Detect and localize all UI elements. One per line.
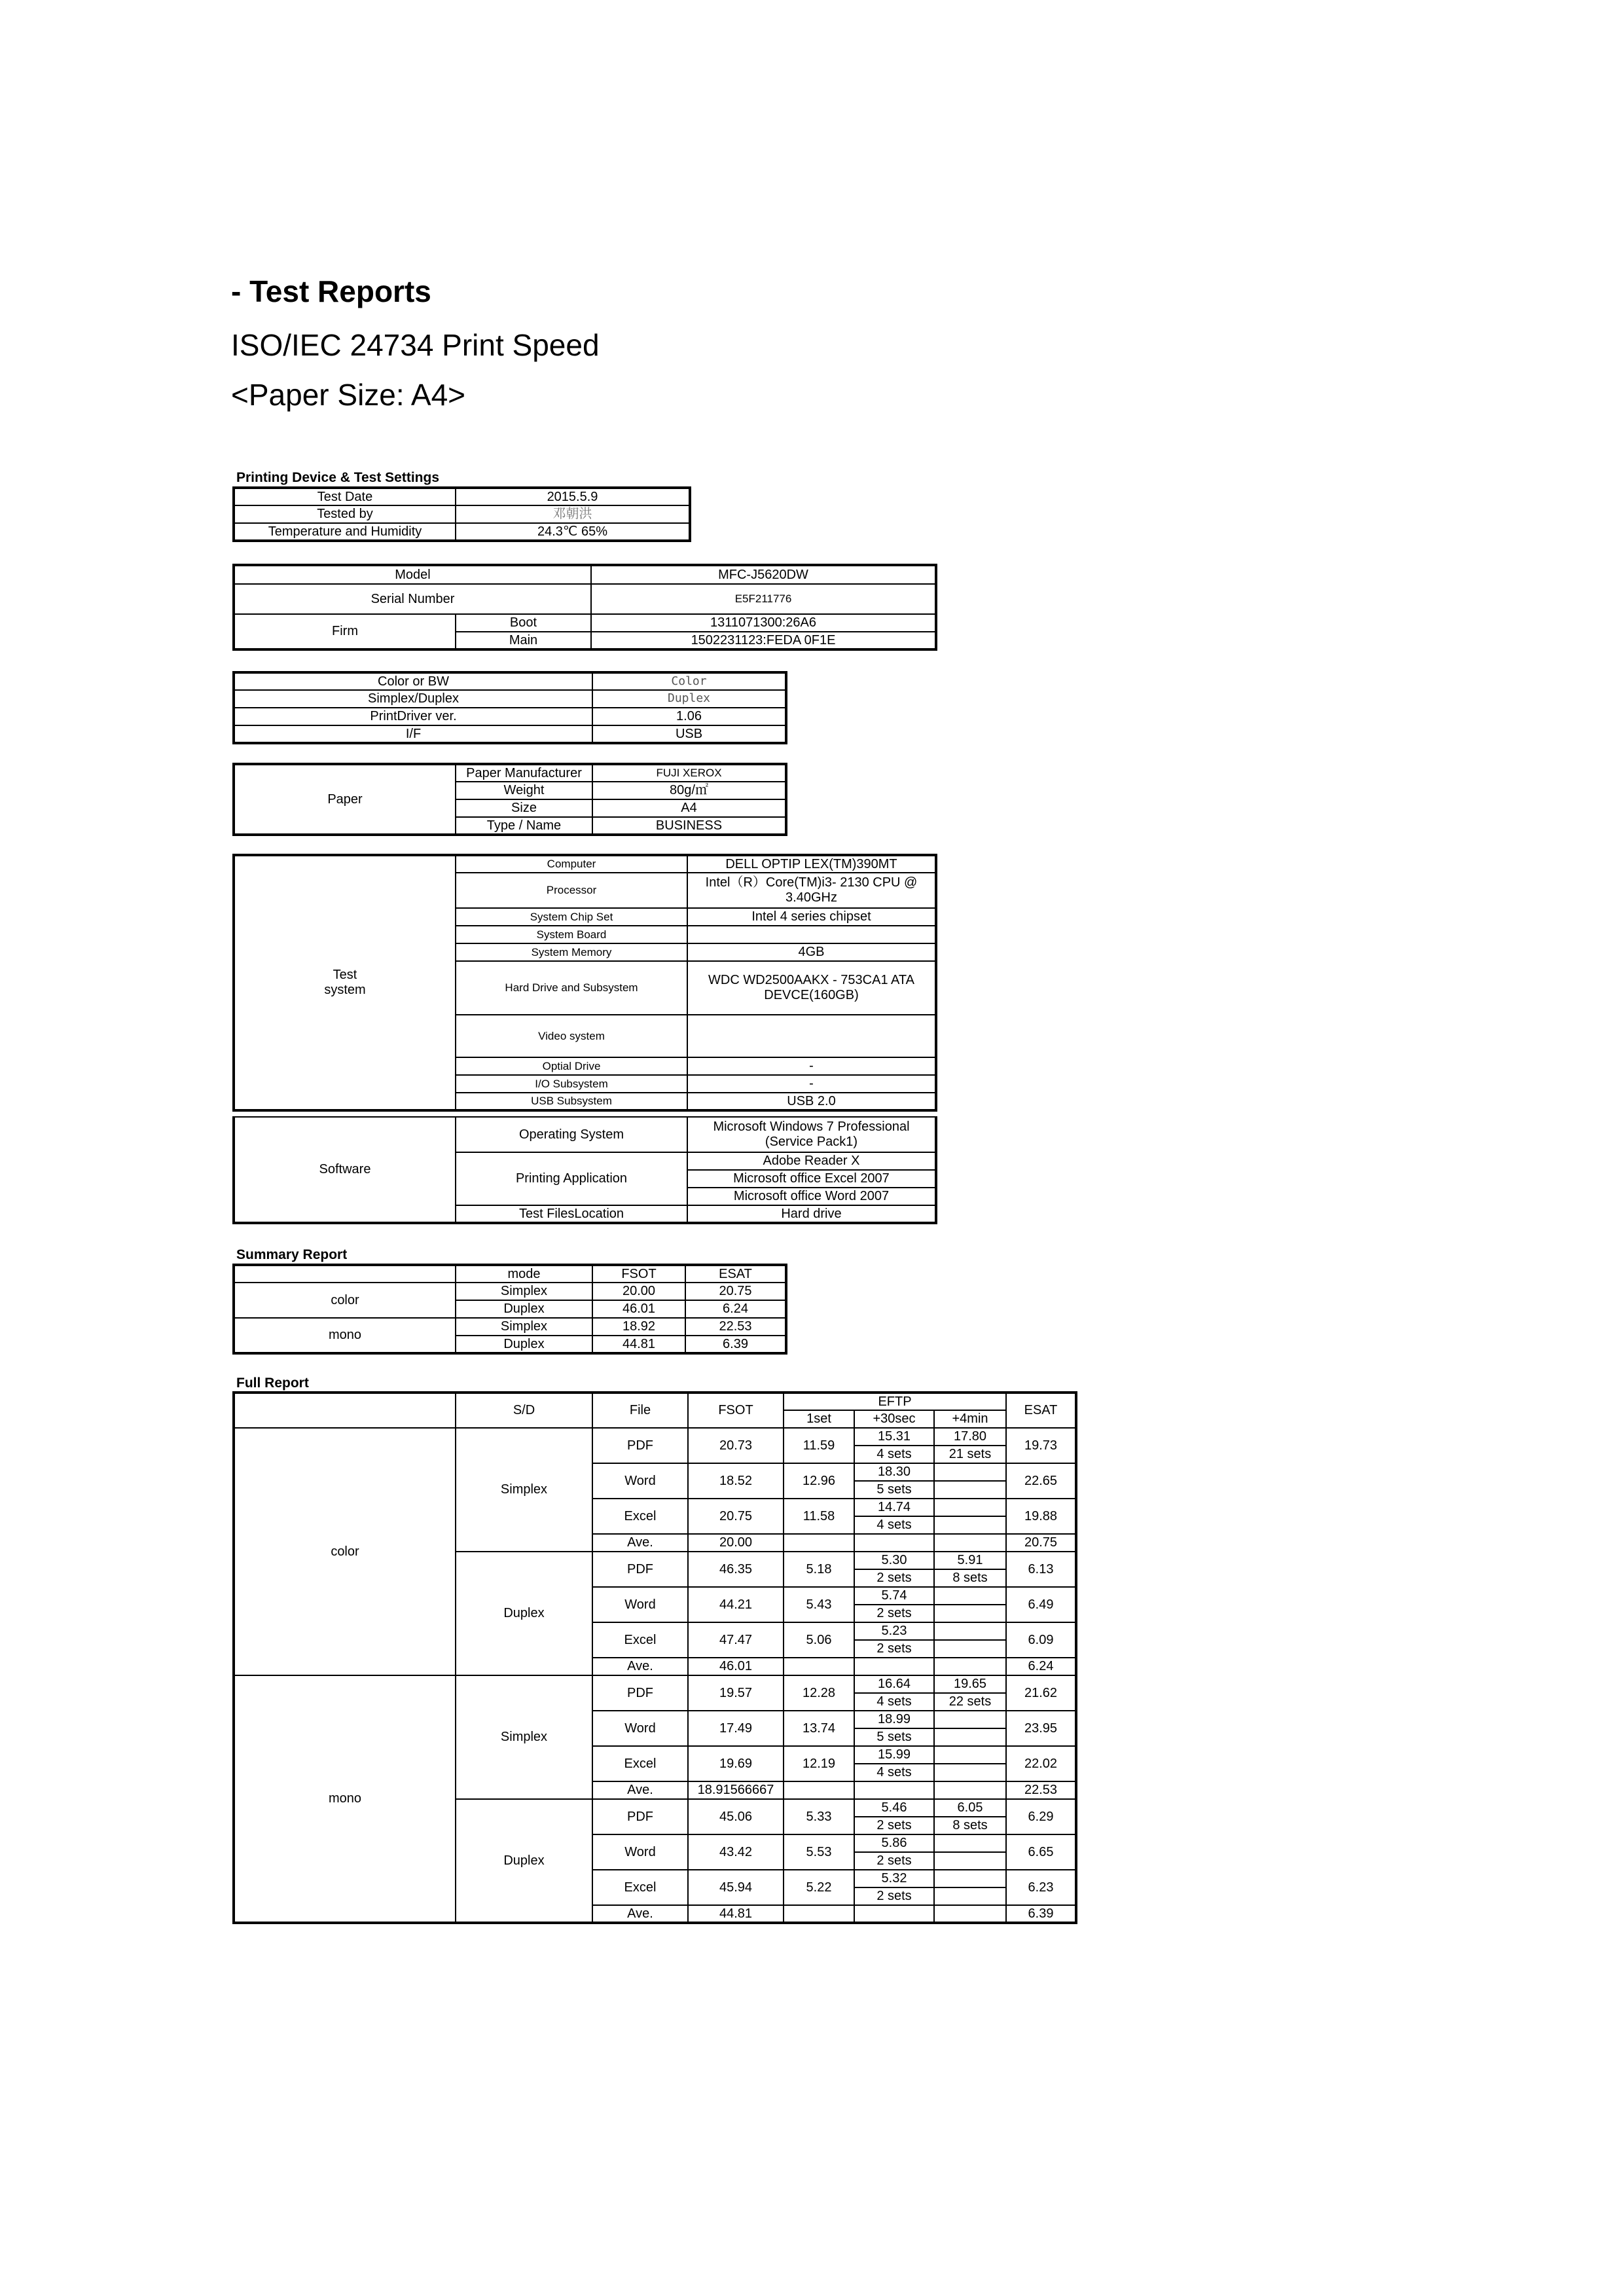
- full-file: Excel: [592, 1499, 688, 1534]
- full-1set: 12.28: [784, 1675, 854, 1711]
- paper-manufacturer-label: Paper Manufacturer: [456, 764, 592, 782]
- summary-fsot: 20.00: [592, 1283, 685, 1300]
- full-file: PDF: [592, 1428, 688, 1463]
- full-file: Word: [592, 1834, 688, 1870]
- boot-value: 1311071300:26A6: [591, 614, 936, 632]
- summary-mode: Duplex: [456, 1336, 592, 1353]
- full-4min: 5.91: [934, 1552, 1006, 1569]
- full-sd-label: Simplex: [456, 1675, 592, 1799]
- full-4min: [934, 1870, 1006, 1887]
- full-4min: [934, 1463, 1006, 1481]
- full-esat: 6.24: [1006, 1658, 1076, 1675]
- full-header-1set: 1set: [784, 1410, 854, 1428]
- full-4min: [934, 1622, 1006, 1640]
- duplex-mode-label: Simplex/Duplex: [234, 690, 592, 708]
- full-corner: [234, 1393, 456, 1428]
- full-1set: 13.74: [784, 1711, 854, 1746]
- test-system-label: Test system: [234, 855, 456, 1110]
- full-file: PDF: [592, 1552, 688, 1587]
- table-row: [234, 1675, 1076, 1693]
- full-esat: 6.23: [1006, 1870, 1076, 1905]
- full-30sec: 15.99: [854, 1746, 934, 1764]
- full-fsot: 18.91566667: [688, 1781, 784, 1799]
- system-board-label: System Board: [456, 926, 687, 943]
- full-30sec-sets: 5 sets: [854, 1481, 934, 1499]
- summary-fsot: 18.92: [592, 1318, 685, 1336]
- full-30sec-sets: 2 sets: [854, 1569, 934, 1587]
- full-fsot: 18.52: [688, 1463, 784, 1499]
- full-sd-label: Duplex: [456, 1552, 592, 1675]
- full-1set: 5.22: [784, 1870, 854, 1905]
- full-1set: [784, 1781, 854, 1799]
- summary-caption: Summary Report: [236, 1247, 348, 1262]
- full-4min: [934, 1834, 1006, 1852]
- full-file: Excel: [592, 1870, 688, 1905]
- summary-esat: 22.53: [685, 1318, 786, 1336]
- summary-table: [232, 1264, 787, 1355]
- test-date-label: Test Date: [234, 488, 456, 505]
- full-30sec: [854, 1534, 934, 1552]
- full-fsot: 19.69: [688, 1746, 784, 1781]
- computer-label: Computer: [456, 855, 687, 873]
- full-4min: [934, 1534, 1006, 1552]
- operating-system-label-2: Operating System: [456, 1117, 687, 1152]
- chipset-value: Intel 4 series chipset: [687, 908, 936, 926]
- full-esat: 19.88: [1006, 1499, 1076, 1534]
- memory-label: System Memory: [456, 943, 687, 961]
- memory-value: 4GB: [687, 943, 936, 961]
- full-4min: [934, 1781, 1006, 1799]
- full-esat: 6.39: [1006, 1905, 1076, 1923]
- temperature-value: 24.3℃ 65%: [456, 523, 690, 541]
- model-label: Model: [234, 565, 591, 584]
- printing-app-label-2: Printing Application: [456, 1152, 687, 1205]
- full-4min: [934, 1746, 1006, 1764]
- full-30sec: 5.74: [854, 1587, 934, 1605]
- video-value: [687, 1015, 936, 1057]
- full-1set: [784, 1905, 854, 1923]
- full-fsot: 19.57: [688, 1675, 784, 1711]
- full-30sec: 18.99: [854, 1711, 934, 1728]
- full-file: Excel: [592, 1622, 688, 1658]
- full-4min-sets: 8 sets: [934, 1817, 1006, 1834]
- full-header-file: File: [592, 1393, 688, 1428]
- computer-value: DELL OPTIP LEX(TM)390MT: [687, 855, 936, 873]
- full-30sec: [854, 1905, 934, 1923]
- full-sd-label: Duplex: [456, 1799, 592, 1923]
- full-esat: 20.75: [1006, 1534, 1076, 1552]
- io-subsystem-label: I/O Subsystem: [456, 1075, 687, 1093]
- full-30sec-sets: 2 sets: [854, 1887, 934, 1905]
- summary-mode: Simplex: [456, 1283, 592, 1300]
- full-4min-sets: [934, 1605, 1006, 1622]
- boot-label: Boot: [456, 614, 591, 632]
- full-30sec: 5.46: [854, 1799, 934, 1817]
- full-header-eftp: EFTP: [784, 1393, 1006, 1410]
- full-30sec: [854, 1658, 934, 1675]
- full-fsot: 44.81: [688, 1905, 784, 1923]
- operating-system-value-2: Microsoft Windows 7 Professional (Service Pack1): [687, 1117, 936, 1152]
- full-1set: 5.06: [784, 1622, 854, 1658]
- full-file: Ave.: [592, 1534, 688, 1552]
- driver-label: PrintDriver ver.: [234, 708, 592, 725]
- full-esat: 22.02: [1006, 1746, 1076, 1781]
- summary-esat: 20.75: [685, 1283, 786, 1300]
- full-30sec: [854, 1781, 934, 1799]
- full-fsot: 44.21: [688, 1587, 784, 1622]
- full-fsot: 20.73: [688, 1428, 784, 1463]
- summary-color-label: color: [234, 1283, 456, 1318]
- paper-manufacturer-value: FUJI XEROX: [592, 764, 786, 782]
- print-settings-table: [232, 671, 787, 744]
- interface-label: I/F: [234, 725, 592, 743]
- firm-label: Firm: [234, 614, 456, 649]
- full-4min: [934, 1658, 1006, 1675]
- summary-mode: Duplex: [456, 1300, 592, 1318]
- page-title: - Test Reports: [231, 274, 431, 308]
- system-board-value: [687, 926, 936, 943]
- full-1set: 11.59: [784, 1428, 854, 1463]
- full-4min-sets: 22 sets: [934, 1693, 1006, 1711]
- full-fsot: 47.47: [688, 1622, 784, 1658]
- summary-fsot: 46.01: [592, 1300, 685, 1318]
- printing-app-excel: Microsoft office Excel 2007: [687, 1170, 936, 1188]
- full-color-group-label: mono: [234, 1675, 456, 1923]
- full-30sec: 16.64: [854, 1675, 934, 1693]
- processor-value: Intel（R）Core(TM)i3- 2130 CPU @ 3.40GHz: [687, 873, 936, 908]
- full-30sec: 5.86: [854, 1834, 934, 1852]
- full-header-4min: +4min: [934, 1410, 1006, 1428]
- full-4min: [934, 1905, 1006, 1923]
- test-date-value: 2015.5.9: [456, 488, 690, 505]
- summary-esat: 6.24: [685, 1300, 786, 1318]
- full-esat: 22.65: [1006, 1463, 1076, 1499]
- full-30sec: 15.31: [854, 1428, 934, 1446]
- optical-drive-label: Optial Drive: [456, 1057, 687, 1075]
- full-4min-sets: [934, 1887, 1006, 1905]
- full-color-group-label: color: [234, 1428, 456, 1675]
- full-file: PDF: [592, 1799, 688, 1834]
- full-sd-label: Simplex: [456, 1428, 592, 1552]
- full-header-30sec: +30sec: [854, 1410, 934, 1428]
- full-esat: 6.13: [1006, 1552, 1076, 1587]
- driver-value: 1.06: [592, 708, 786, 725]
- paper-table: [232, 763, 787, 836]
- full-30sec-sets: 4 sets: [854, 1446, 934, 1463]
- full-4min-sets: [934, 1516, 1006, 1534]
- test-files-value: Hard drive: [687, 1205, 936, 1223]
- software-table: [232, 1116, 937, 1224]
- full-30sec-sets: 2 sets: [854, 1605, 934, 1622]
- paper-type-value: BUSINESS: [592, 817, 786, 835]
- full-file: Word: [592, 1711, 688, 1746]
- summary-esat: 6.39: [685, 1336, 786, 1353]
- hard-drive-value: WDC WD2500AAKX - 753CA1 ATA DEVCE(160GB): [687, 961, 936, 1015]
- hard-drive-label: Hard Drive and Subsystem: [456, 961, 687, 1015]
- full-4min: 6.05: [934, 1799, 1006, 1817]
- optical-drive-value: -: [687, 1057, 936, 1075]
- full-30sec-sets: 4 sets: [854, 1516, 934, 1534]
- full-file: Word: [592, 1463, 688, 1499]
- full-4min: [934, 1499, 1006, 1516]
- main-label: Main: [456, 632, 591, 649]
- software-label: Software: [234, 1117, 456, 1223]
- full-file: Word: [592, 1587, 688, 1622]
- full-1set: [784, 1534, 854, 1552]
- summary-mono-label: mono: [234, 1318, 456, 1353]
- full-fsot: 46.35: [688, 1552, 784, 1587]
- table-row: [234, 1428, 1076, 1446]
- serial-label: Serial Number: [234, 584, 591, 614]
- video-label: Video system: [456, 1015, 687, 1057]
- full-file: Ave.: [592, 1781, 688, 1799]
- paper-weight-value: 80g/㎡: [592, 782, 786, 799]
- full-esat: 6.09: [1006, 1622, 1076, 1658]
- summary-header-fsot: FSOT: [592, 1265, 685, 1283]
- system-table: [232, 854, 937, 1112]
- summary-corner: [234, 1265, 456, 1283]
- full-4min-sets: 21 sets: [934, 1446, 1006, 1463]
- main-value: 1502231123:FEDA 0F1E: [591, 632, 936, 649]
- full-fsot: 43.42: [688, 1834, 784, 1870]
- full-esat: 19.73: [1006, 1428, 1076, 1463]
- tested-by-label: Tested by: [234, 505, 456, 523]
- full-1set: 12.19: [784, 1746, 854, 1781]
- summary-header-mode: mode: [456, 1265, 592, 1283]
- tested-by-value: 邓朝洪: [456, 505, 690, 523]
- full-fsot: 20.00: [688, 1534, 784, 1552]
- paper-weight-label: Weight: [456, 782, 592, 799]
- full-30sec-sets: 2 sets: [854, 1817, 934, 1834]
- test-files-label: Test FilesLocation: [456, 1205, 687, 1223]
- full-header-sd: S/D: [456, 1393, 592, 1428]
- full-esat: 6.49: [1006, 1587, 1076, 1622]
- full-4min: 19.65: [934, 1675, 1006, 1693]
- full-30sec: 5.30: [854, 1552, 934, 1569]
- full-1set: 11.58: [784, 1499, 854, 1534]
- full-30sec: 18.30: [854, 1463, 934, 1481]
- full-30sec-sets: 4 sets: [854, 1764, 934, 1781]
- full-1set: 5.33: [784, 1799, 854, 1834]
- paper-size-heading: <Paper Size: A4>: [231, 378, 466, 412]
- full-4min-sets: [934, 1728, 1006, 1746]
- full-file: Ave.: [592, 1905, 688, 1923]
- full-esat: 21.62: [1006, 1675, 1076, 1711]
- usb-subsystem-value: USB 2.0: [687, 1093, 936, 1110]
- full-4min-sets: [934, 1852, 1006, 1870]
- paper-size-value: A4: [592, 799, 786, 817]
- color-mode-value: Color: [592, 672, 786, 690]
- full-4min: 17.80: [934, 1428, 1006, 1446]
- model-value: MFC-J5620DW: [591, 565, 936, 584]
- full-esat: 22.53: [1006, 1781, 1076, 1799]
- usb-subsystem-label: USB Subsystem: [456, 1093, 687, 1110]
- full-4min-sets: [934, 1640, 1006, 1658]
- summary-fsot: 44.81: [592, 1336, 685, 1353]
- io-subsystem-value: -: [687, 1075, 936, 1093]
- settings-caption: Printing Device & Test Settings: [236, 470, 440, 485]
- full-30sec-sets: 4 sets: [854, 1693, 934, 1711]
- full-file: Excel: [592, 1746, 688, 1781]
- full-esat: 23.95: [1006, 1711, 1076, 1746]
- full-30sec: 14.74: [854, 1499, 934, 1516]
- full-30sec-sets: 2 sets: [854, 1852, 934, 1870]
- serial-value: E5F211776: [591, 584, 936, 614]
- full-fsot: 20.75: [688, 1499, 784, 1534]
- temperature-label: Temperature and Humidity: [234, 523, 456, 541]
- full-30sec-sets: 5 sets: [854, 1728, 934, 1746]
- full-fsot: 45.94: [688, 1870, 784, 1905]
- full-4min-sets: [934, 1764, 1006, 1781]
- interface-value: USB: [592, 725, 786, 743]
- full-30sec-sets: 2 sets: [854, 1640, 934, 1658]
- full-header-fsot: FSOT: [688, 1393, 784, 1428]
- full-report-table: [232, 1391, 1077, 1924]
- full-fsot: 46.01: [688, 1658, 784, 1675]
- full-1set: 12.96: [784, 1463, 854, 1499]
- full-1set: 5.43: [784, 1587, 854, 1622]
- full-4min-sets: 8 sets: [934, 1569, 1006, 1587]
- full-4min-sets: [934, 1481, 1006, 1499]
- full-1set: 5.18: [784, 1552, 854, 1587]
- full-file: PDF: [592, 1675, 688, 1711]
- full-4min: [934, 1711, 1006, 1728]
- device-table: [232, 564, 937, 651]
- paper-size-label: Size: [456, 799, 592, 817]
- duplex-mode-value: Duplex: [592, 690, 786, 708]
- full-4min: [934, 1587, 1006, 1605]
- paper-type-label: Type / Name: [456, 817, 592, 835]
- summary-mode: Simplex: [456, 1318, 592, 1336]
- printing-app-word: Microsoft office Word 2007: [687, 1188, 936, 1205]
- full-1set: [784, 1658, 854, 1675]
- full-30sec: 5.32: [854, 1870, 934, 1887]
- chipset-label: System Chip Set: [456, 908, 687, 926]
- full-header-esat: ESAT: [1006, 1393, 1076, 1428]
- summary-header-esat: ESAT: [685, 1265, 786, 1283]
- color-mode-label: Color or BW: [234, 672, 592, 690]
- full-esat: 6.29: [1006, 1799, 1076, 1834]
- full-esat: 6.65: [1006, 1834, 1076, 1870]
- full-file: Ave.: [592, 1658, 688, 1675]
- full-1set: 5.53: [784, 1834, 854, 1870]
- test-settings-table: [232, 486, 691, 542]
- paper-label: Paper: [234, 764, 456, 835]
- printing-app-adobe: Adobe Reader X: [687, 1152, 936, 1170]
- full-caption: Full Report: [236, 1376, 309, 1391]
- full-fsot: 17.49: [688, 1711, 784, 1746]
- full-fsot: 45.06: [688, 1799, 784, 1834]
- page-subtitle: ISO/IEC 24734 Print Speed: [231, 328, 600, 362]
- processor-label: Processor: [456, 873, 687, 908]
- full-30sec: 5.23: [854, 1622, 934, 1640]
